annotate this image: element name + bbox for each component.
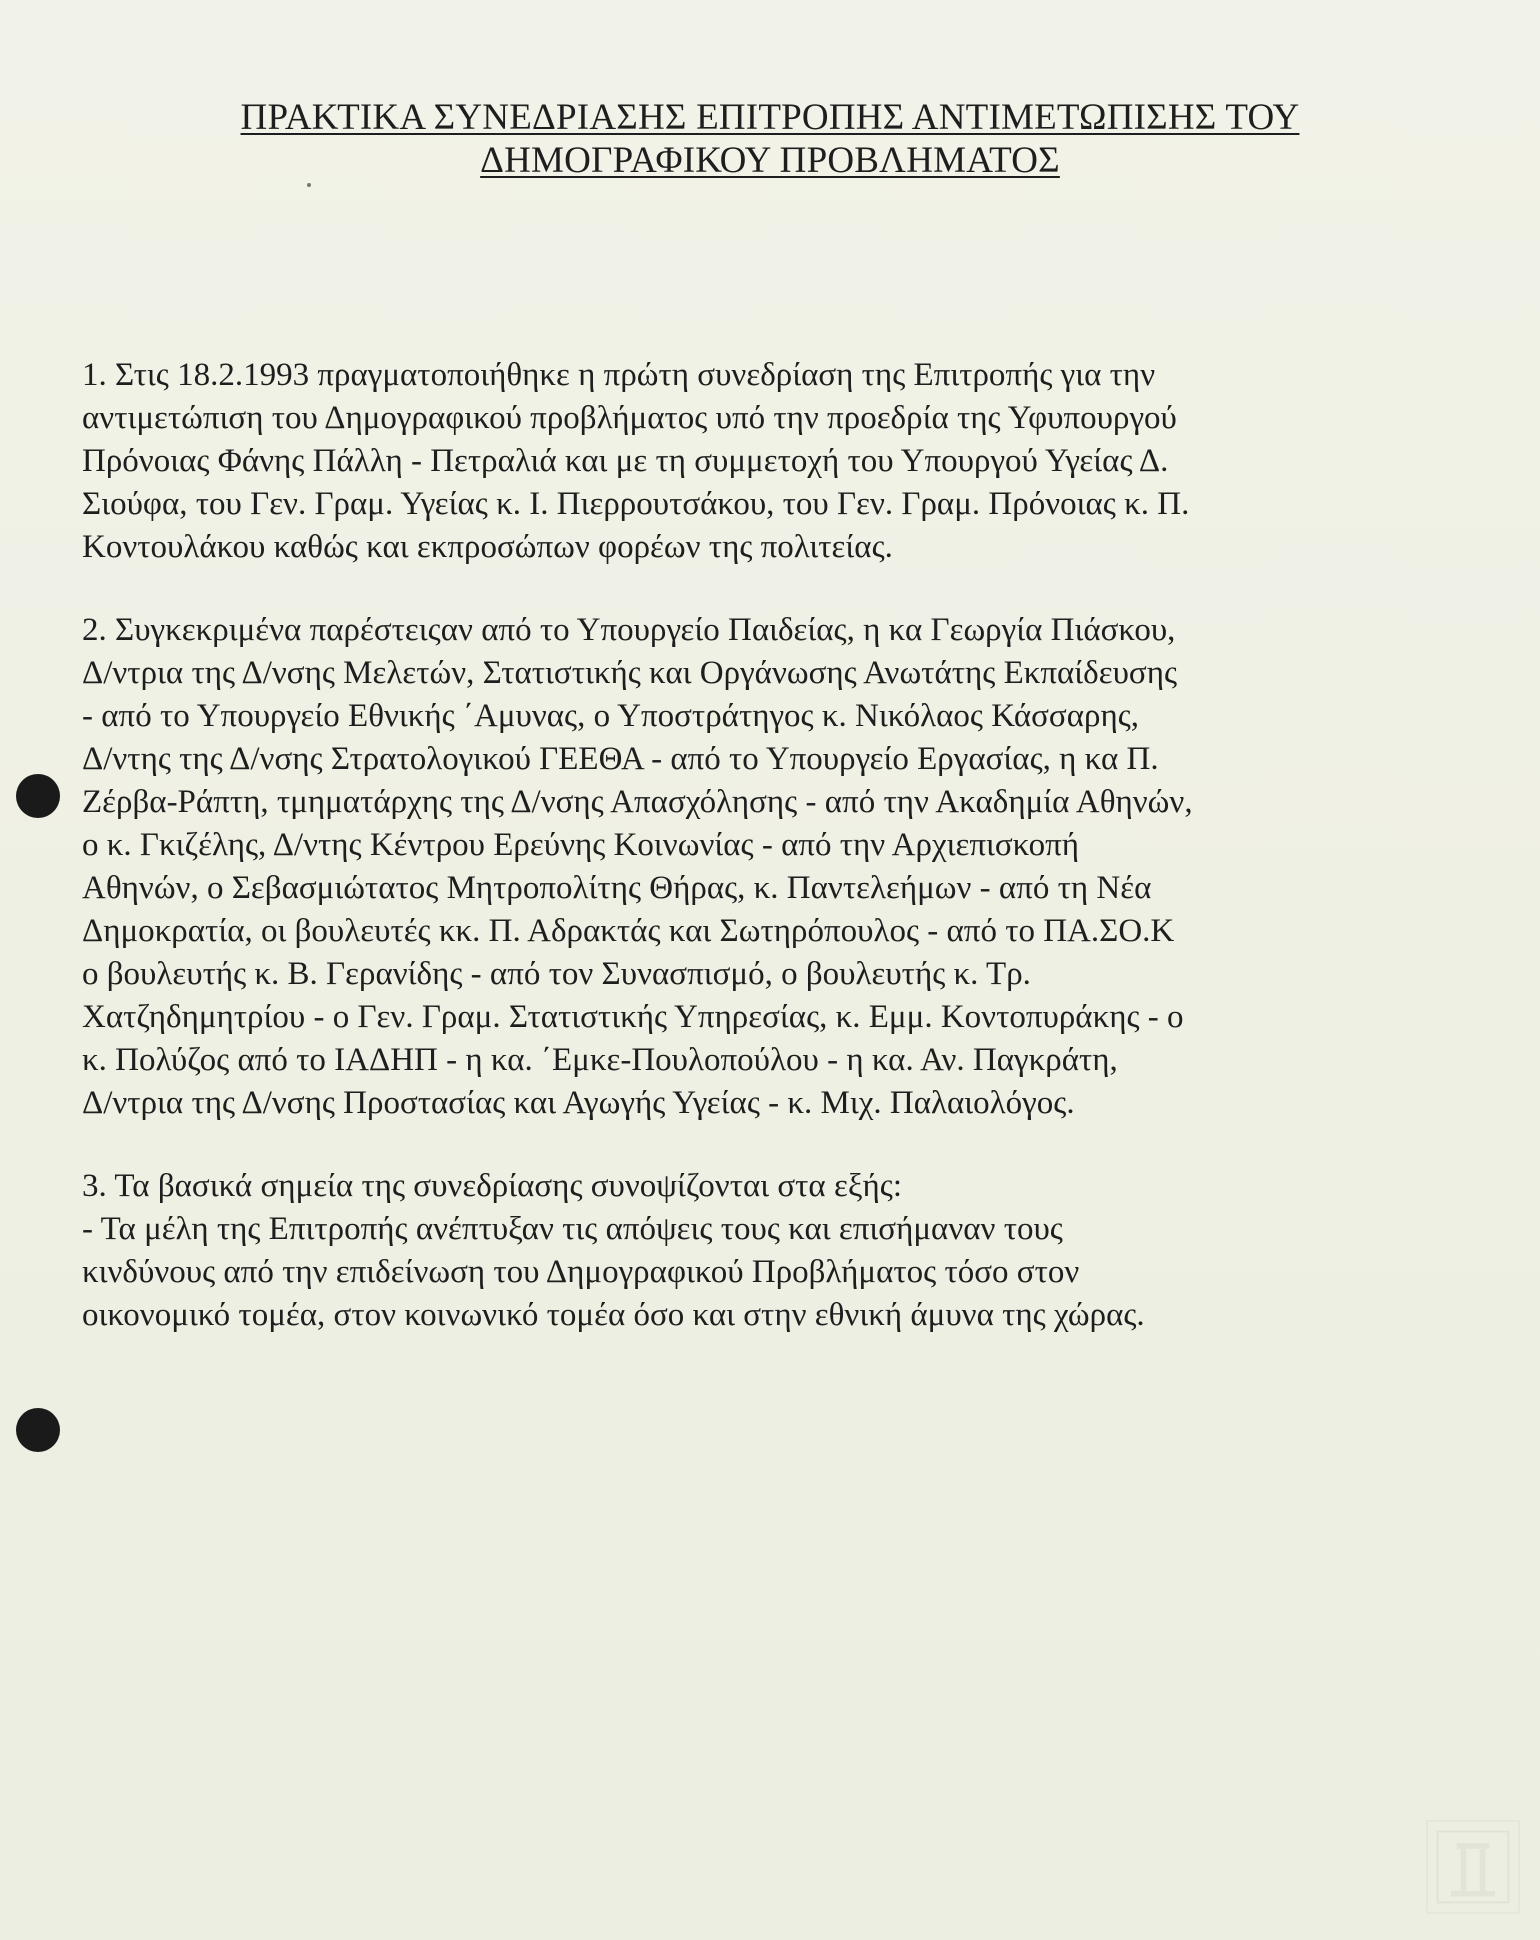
paragraph-3: 3. Τα βασικά σημεία της συνεδρίασης συνοψίζονται στα εξής: - Τα μέλη της Επιτροπής ανέπτυξαν τις απόψεις τους και επισήμαναν τους κινδύνους από την επιδείνωση του Δημογραφικού Προβλήματος τόσο στον οικονομικό τομέα, στον κοινωνικό τομέα όσο και στην εθνική άμυνα της χώρας. <box>82 1168 1145 1333</box>
archive-stamp-icon <box>1428 1822 1518 1912</box>
title-line-1: ΠΡΑΚΤΙΚΑ ΣΥΝΕΔΡΙΑΣΗΣ ΕΠΙΤΡΟΠΗΣ ΑΝΤΙΜΕΤΩΠΙΣΗΣ ΤΟΥ <box>240 97 1300 138</box>
document-title <box>100 96 1440 182</box>
paragraph-1: 1. Στις 18.2.1993 πραγματοποιήθηκε η πρώτη συνεδρίαση της Επιτροπής για την αντιμετώπιση του Δημογραφικού προβλήματος υπό την προεδρία της Υφυπουργού Πρόνοιας Φάνης Πάλλη - Πετραλιά και με τη συμμετοχή του Υπουργού Υγείας Δ. Σιούφα, του Γεν. Γραμ. Υγείας κ. Ι. Πιερρουτσάκου, του Γεν. Γραμ. Πρόνοιας κ. Π. Κοντουλάκου καθώς και εκπροσώπων φορέων της πολιτείας. <box>82 357 1190 565</box>
title-line-2: ΔΗΜΟΓΡΑΦΙΚΟΥ ΠΡΟΒΛΗΜΑΤΟΣ <box>480 140 1060 181</box>
archive-stamp-logo <box>1426 1820 1520 1914</box>
punch-hole-top <box>16 774 60 818</box>
document-body <box>82 354 1482 1337</box>
paper-speck <box>307 183 311 187</box>
paragraph-2: 2. Συγκεκριμένα παρέστειςαν από το Υπουργείο Παιδείας, η κα Γεωργία Πιάσκου, Δ/ντρια της Δ/νσης Μελετών, Στατιστικής και Οργάνωσης Ανωτάτης Εκπαίδευσης - από το Υπουργείο Εθνικής ΄Αμυνας, ο Υποστράτηγος κ. Νικόλαος Κάσσαρης, Δ/ντης της Δ/νσης Στρατολογικού ΓΕΕΘΑ - από το Υπουργείο Εργασίας, η κα Π. Ζέρβα-Ράπτη, τμηματάρχης της Δ/νσης Απασχόλησης - από την Ακαδημία Αθηνών, ο κ. Γκιζέλης, Δ/ντης Κέντρου Ερεύνης Κοινωνίας - από την Αρχιεπισκοπή Αθηνών, ο Σεβασμιώτατος Μητροπολίτης Θήρας, κ. Παντελεήμων - από τη Νέα Δημοκρατία, οι βουλευτές κκ. Π. Αδρακτάς και Σωτηρόπουλος - από το ΠΑ.ΣΟ.Κ ο βουλευτής κ. Β. Γερανίδης - από τον Συνασπισμό, ο βουλευτής κ. Τρ. Χατζηδημητρίου - ο Γεν. Γραμ. Στατιστικής Υπηρεσίας, κ. Εμμ. Κοντοπυράκης - ο κ. Πολύζος από το ΙΑΔΗΠ - η κα. ΄Εμκε-Πουλοπούλου - η κα. Αν. Παγκράτη, Δ/ντρια της Δ/νσης Προστασίας και Αγωγής Υγείας - κ. Μιχ. Παλαιολόγος. <box>82 612 1193 1121</box>
punch-hole-bottom <box>16 1408 60 1452</box>
